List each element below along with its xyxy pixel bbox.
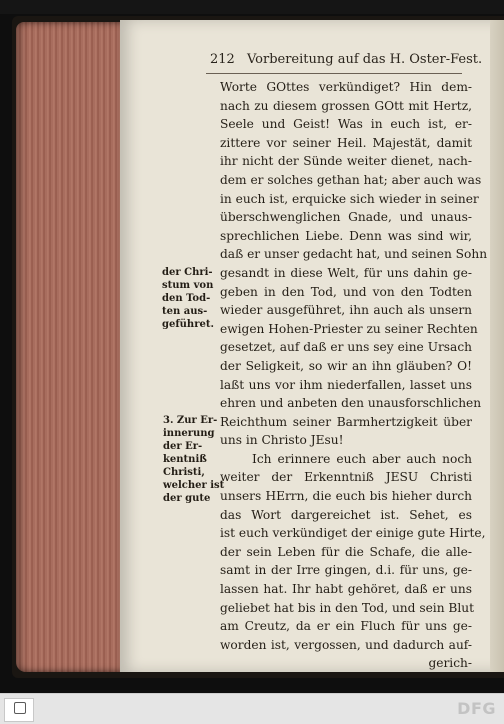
header-rule bbox=[206, 73, 462, 74]
text-line: überschwenglichen Gnade, und unaus- bbox=[220, 210, 472, 225]
margin-note-line: 3. Zur Er- bbox=[163, 415, 218, 426]
text-line: der sein Leben für die Schafe, die alle- bbox=[220, 544, 472, 559]
margin-note-christ-raised bbox=[162, 266, 214, 331]
text-line: zittere vor seiner Heil. Majestät, damit bbox=[220, 135, 472, 150]
text-line: dem er solches gethan hat; aber auch was bbox=[220, 172, 482, 187]
text-line: weiter der Erkenntniß JESU Christi bbox=[220, 470, 472, 485]
text-line: samt in der Irre gingen, d.i. für uns, ge- bbox=[220, 563, 472, 578]
text-line: Ich erinnere euch aber auch noch bbox=[252, 451, 472, 466]
text-line: ehren und anbeten den unausforschlichen bbox=[220, 396, 482, 411]
margin-note-line: welcher ist bbox=[163, 480, 225, 491]
text-line: Worte GOttes verkündiget? Hin dem- bbox=[220, 80, 472, 94]
text-line: lassen hat. Ihr habt gehöret, daß er uns bbox=[220, 582, 472, 597]
text-line: laßt uns vor ihm niederfallen, lasset uns bbox=[220, 377, 472, 392]
text-line: geliebet hat bis in den Tod, und sein Blut bbox=[220, 600, 475, 615]
viewer-footer-bar bbox=[0, 693, 504, 724]
body-text bbox=[220, 78, 488, 673]
text-line: daß er unser gedacht hat, und seinen Sohn bbox=[220, 247, 488, 262]
library-logo[interactable] bbox=[4, 698, 34, 722]
margin-note-line: ten aus- bbox=[162, 306, 208, 317]
text-line: in euch ist, erquicke sich wieder in seiner bbox=[220, 191, 479, 206]
catchword: gerich- bbox=[428, 656, 472, 671]
text-line: geben in den Tod, und von den Todten bbox=[220, 284, 472, 299]
margin-note-line: kentniß bbox=[163, 454, 207, 465]
margin-note-line: stum von bbox=[162, 280, 214, 291]
text-line: ist euch verkündiget der einige gute Hirte, bbox=[220, 526, 486, 541]
text-line: nach zu diesem grossen GOtt mit Hertz, bbox=[220, 98, 472, 113]
margin-note-line: der Chri- bbox=[162, 267, 213, 278]
text-line: Seele und Geist! Was in euch ist, er- bbox=[220, 117, 472, 132]
text-line: unsers HErrn, die euch bis hieher durch bbox=[220, 489, 472, 504]
margin-note-line: der Er- bbox=[163, 441, 203, 452]
text-line: ihr nicht der Sünde weiter dienet, nach- bbox=[220, 154, 472, 169]
page-header bbox=[210, 52, 483, 70]
text-line: gesandt in diese Welt, für uns dahin ge- bbox=[220, 265, 472, 280]
text-line: gesetzet, auf daß er uns sey eine Ursach bbox=[220, 340, 472, 355]
text-line: ewigen Hohen-Priester zu seiner Rechten bbox=[220, 321, 478, 336]
text-line: der Seligkeit, so wir an ihn gläuben? O! bbox=[220, 358, 472, 373]
text-line: worden ist, vergossen, und dadurch auf- bbox=[220, 637, 472, 652]
text-line: sprechlichen Liebe. Denn was sind wir, bbox=[220, 228, 472, 243]
running-title: Vorbereitung auf das H. Oster-Fest. bbox=[246, 52, 483, 67]
dfg-logo[interactable]: DFG bbox=[457, 699, 496, 718]
text-line: uns in Christo JEsu! bbox=[220, 433, 344, 448]
margin-note-line: Christi, bbox=[163, 467, 205, 478]
page-fold-shadow bbox=[490, 20, 504, 672]
text-line: am Creutz, da er ein Fluch für uns ge- bbox=[220, 619, 472, 634]
page-number: 212 bbox=[210, 52, 235, 67]
margin-note-line: den Tod- bbox=[162, 293, 211, 304]
margin-note-line: innerung bbox=[163, 428, 215, 439]
text-line: das Wort dargereichet ist. Sehet, es bbox=[220, 507, 472, 522]
page-edges bbox=[16, 22, 126, 672]
text-line: wieder ausgeführet, ihn auch als unsern bbox=[220, 303, 472, 318]
text-line: Reichthum seiner Barmhertzigkeit über bbox=[220, 414, 472, 429]
margin-note-remembrance bbox=[163, 414, 224, 505]
library-logo-icon bbox=[14, 702, 26, 714]
margin-note-line: geführet. bbox=[162, 319, 214, 330]
margin-note-line: der gute bbox=[163, 493, 211, 504]
scan-top-strip bbox=[0, 0, 504, 14]
